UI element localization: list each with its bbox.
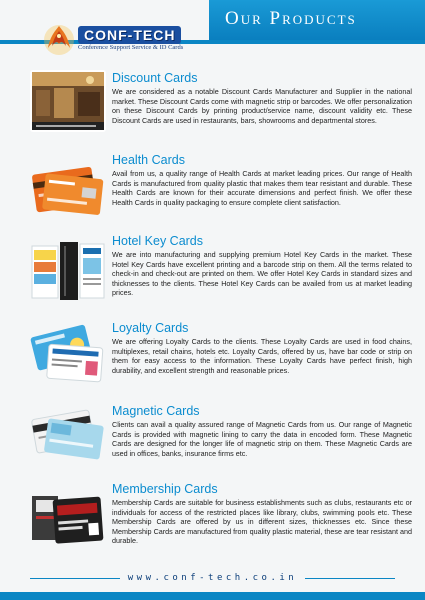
discount-card-photo <box>30 70 106 132</box>
health-card-photo <box>30 156 106 222</box>
section-title: Health Cards <box>112 153 185 167</box>
membership-card-photo <box>30 486 106 552</box>
section-body: We are offering Loyalty Cards to the clients. These Loyalty Cards are used in food chains, multiplexes, retail chains, hotels etc. Loyalty Cards, offered by us, have bar code or strip on them for easy access to the information. These Loyalty Cards have perfect finish, high durability, and excellent strength and reasonable prices. <box>112 337 412 375</box>
hotel-key-card-photo <box>30 238 106 304</box>
section-body: Membership Cards are suitable for business establishments such as clubs, restaurants etc or individuals for access of the restricted places like library, clubs, swimming pools etc. These Membership Cards are offered by us in different sizes, thicknesses etc. Since these Membership Cards are manufactured from quality plastic material, these are tear resistant and durable. <box>112 498 412 546</box>
website-link[interactable]: www.conf-tech.co.in <box>120 573 305 583</box>
section-title: Hotel Key Cards <box>112 234 204 248</box>
loyalty-card-photo <box>30 320 106 386</box>
footer <box>0 568 425 600</box>
footer-band <box>0 592 425 600</box>
section-body: We are into manufacturing and supplying premium Hotel Key Cards in the market. These Hotel Key Cards have excellent printing and a barcode strip on them. All the terms related to check-in and check-out are printed on them. We offer Hotel Key Cards in standard sizes and thicknesses to the clients. These Hotel Key Cards can be availed from us at market leading prices. <box>112 250 412 298</box>
phoenix-emblem-icon <box>42 22 76 58</box>
section-title: Loyalty Cards <box>112 321 189 335</box>
section-body: Avail from us, a quality range of Health Cards at market leading prices. Our range of Health Cards is manufactured from quality plastic that makes them tear resistant and durable. These Health Cards are known for their accurate dimensions and perfect finish. We offer these Health Cards in quality packaging to ensure complete client satisfaction. <box>112 169 412 207</box>
logo-tagline: Conference Support Service & ID Cards <box>78 44 184 51</box>
magnetic-card-photo <box>30 402 106 464</box>
section-title: Magnetic Cards <box>112 404 200 418</box>
section-body: Clients can avail a quality assured range of Magnetic Cards from us. Our range of Magnetic Cards is provided with magnetic lining to carry the data in encoded form. These Magnetic Cards are designed for the longer life of magnetic strip on them. These Magnetic Cards are used in offices, banks, insurance firms etc. <box>112 420 412 458</box>
footer-url-wrap <box>0 573 425 583</box>
section-title: Discount Cards <box>112 71 198 85</box>
section-title: Membership Cards <box>112 482 218 496</box>
page-title: Our Products <box>225 8 357 29</box>
logo-name: CONF-TECH <box>78 26 181 44</box>
section-body: We are considered as a notable Discount Cards Manufacturer and Supplier in the national market. These Discount Cards come with magnetic strip or barcodes. We offer personalization on these Discount Cards by printing product/service name, discount validity etc. These Discount Cards are used in restaurants, bars, showrooms and departmental stores. <box>112 87 412 125</box>
company-logo <box>42 26 202 56</box>
